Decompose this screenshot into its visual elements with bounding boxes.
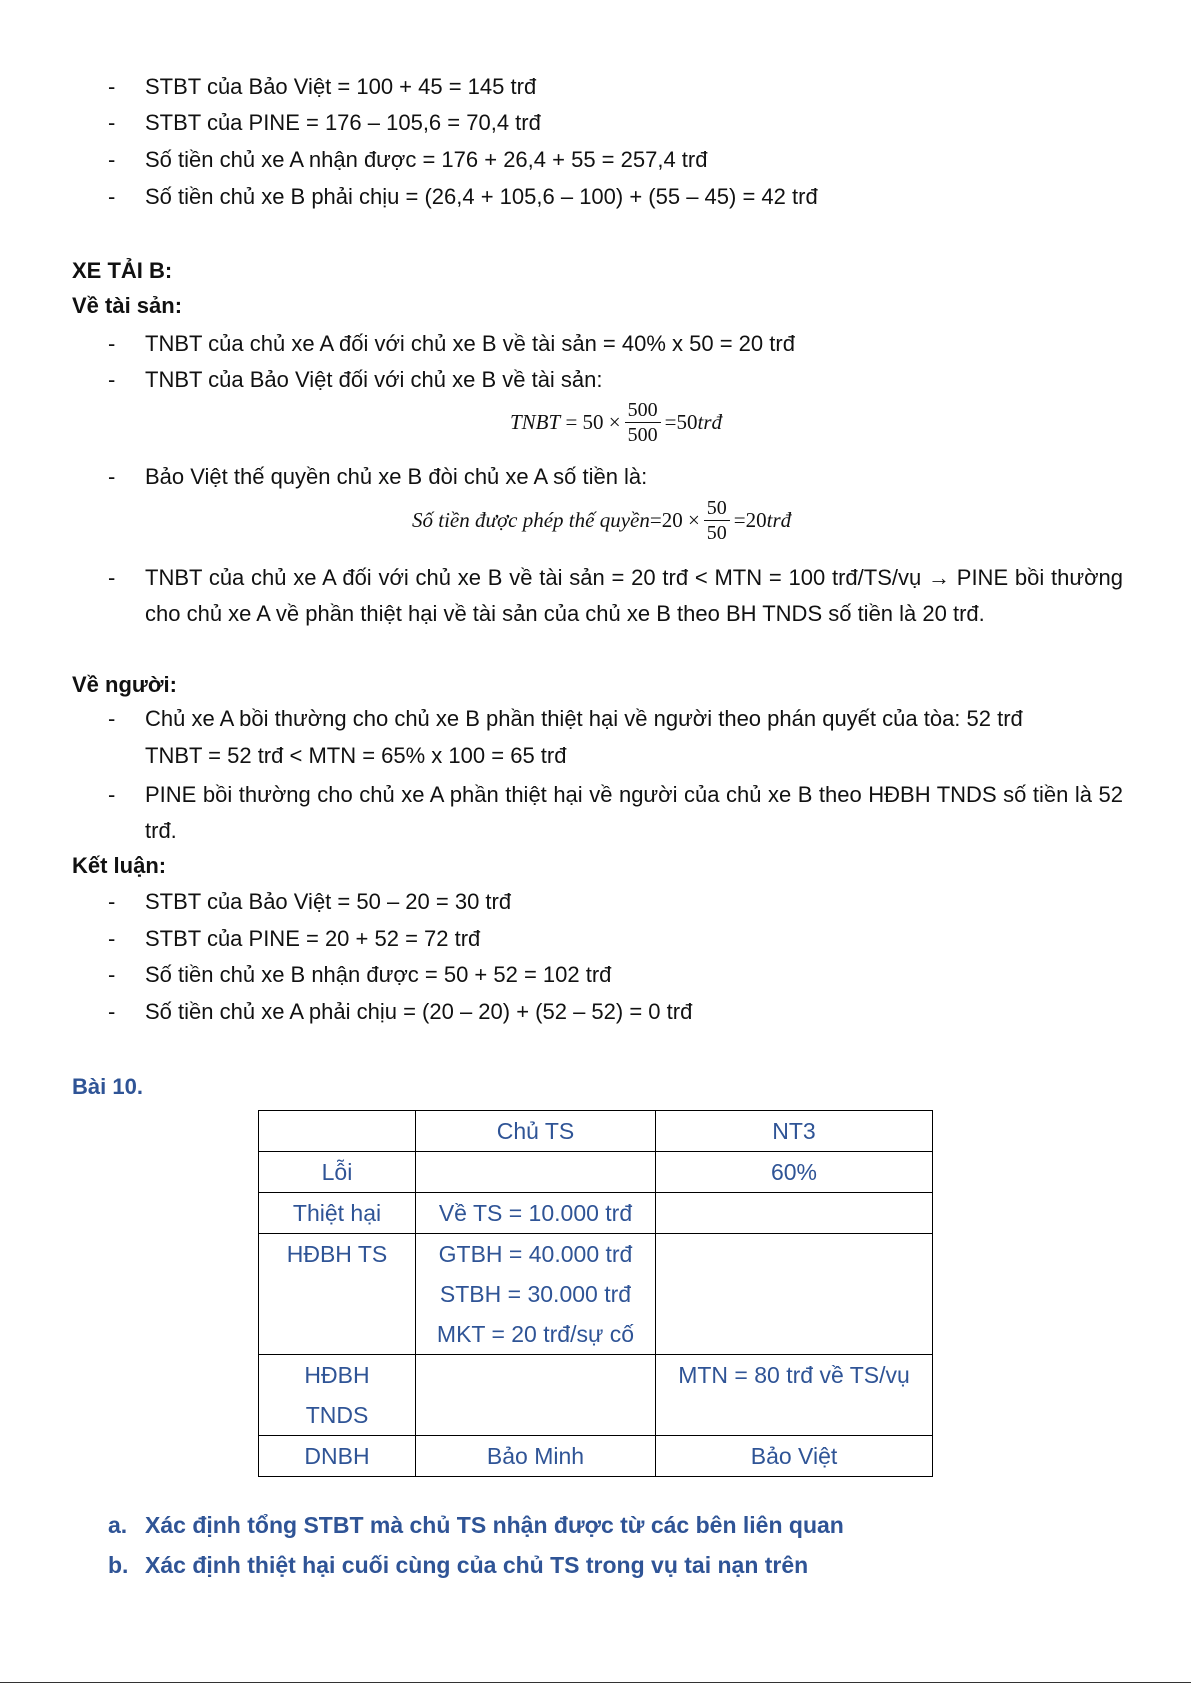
- bullet-dash: -: [108, 782, 116, 807]
- question-text: Xác định thiệt hại cuối cùng của chủ TS trong vụ tai nạn trên: [145, 1552, 809, 1578]
- table-row-header: [259, 1111, 933, 1152]
- bullet-dash: -: [108, 962, 116, 987]
- table-row-property-insurance: [259, 1234, 933, 1355]
- exercise-table: [258, 1110, 933, 1477]
- table-row-liability-insurance: [259, 1355, 933, 1436]
- exercise-title: Bài 10.: [72, 1074, 143, 1099]
- heading-people: Về người:: [72, 672, 177, 697]
- formula-lhs: TNBT: [510, 410, 561, 434]
- list-item: [108, 777, 1123, 849]
- list-item-text: PINE bồi thường cho chủ xe A phần thiệt hại về người của chủ xe B theo HĐBH TNDS số tiền là 52 trđ.: [145, 782, 1123, 843]
- bullet-dash: -: [108, 331, 116, 356]
- bullet-dash: -: [108, 184, 116, 209]
- list-item-text: STBT của PINE = 176 – 105,6 = 70,4 trđ: [145, 110, 541, 135]
- list-item-text: Chủ xe A bồi thường cho chủ xe B phần thiệt hại về người theo phán quyết của tòa: 52 trđ: [145, 706, 1023, 731]
- bullet-dash: -: [108, 110, 116, 135]
- formula-result: 50: [676, 410, 698, 434]
- list-item-text: Số tiền chủ xe B phải chịu = (26,4 + 105,6 – 100) + (55 – 45) = 42 trđ: [145, 184, 818, 209]
- formula-unit: trđ: [697, 410, 722, 434]
- table-cell: Bảo Minh: [416, 1436, 656, 1477]
- table-cell: [656, 1234, 933, 1355]
- fraction: [704, 496, 730, 545]
- table-cell: MTN = 80 trđ về TS/vụ: [656, 1355, 933, 1436]
- table-cell: [656, 1193, 933, 1234]
- list-item-text: Bảo Việt thế quyền chủ xe B đòi chủ xe A số tiền là:: [145, 464, 648, 489]
- bullet-dash: -: [108, 706, 116, 731]
- question-text: Xác định tổng STBT mà chủ TS nhận được từ các bên liên quan: [145, 1512, 844, 1538]
- table-row-fault: [259, 1152, 933, 1193]
- table-cell: [416, 1355, 656, 1436]
- formula-coef: 50: [582, 410, 604, 434]
- list-item-text: Số tiền chủ xe A phải chịu = (20 – 20) + (52 – 52) = 0 trđ: [145, 999, 693, 1024]
- table-row-label: [259, 1355, 416, 1436]
- formula-lhs: Số tiền được phép thế quyền: [412, 508, 650, 532]
- formula-coef: 20: [661, 508, 683, 532]
- footer-divider: [0, 1682, 1191, 1683]
- cell-line: MKT = 20 trđ/sự cố: [436, 1321, 635, 1347]
- table-cell: [259, 1111, 416, 1152]
- bullet-dash: -: [108, 926, 116, 951]
- question-label: b.: [108, 1552, 129, 1578]
- table-cell: [416, 1152, 656, 1193]
- bullet-dash: -: [108, 367, 116, 392]
- bullet-dash: -: [108, 74, 116, 99]
- table-header-third-party: NT3: [656, 1111, 933, 1152]
- fraction-numerator: 500: [625, 398, 661, 423]
- cell-line: TNDS: [305, 1402, 369, 1428]
- cell-line: HĐBH: [304, 1362, 370, 1388]
- table-cell: [416, 1234, 656, 1355]
- heading-assets: Về tài sản:: [72, 293, 183, 318]
- fraction: [625, 398, 661, 447]
- fraction-denominator: 500: [627, 424, 658, 446]
- table-header-owner: Chủ TS: [416, 1111, 656, 1152]
- formula-subrogation: Số tiền được phép thế quyền = 20 × $\frac{50}{50}$ = 20 trđ: [412, 497, 792, 544]
- times-sign: ×: [687, 508, 700, 532]
- question-label: a.: [108, 1512, 128, 1538]
- table-row-insurer: [259, 1436, 933, 1477]
- table-row-damage: [259, 1193, 933, 1234]
- cell-line: GTBH = 40.000 trđ: [438, 1241, 633, 1267]
- table-cell: Về TS = 10.000 trđ: [416, 1193, 656, 1234]
- fraction-numerator: 50: [704, 496, 730, 521]
- list-item: [108, 560, 1123, 632]
- list-item-continuation: TNBT = 52 trđ < MTN = 65% x 100 = 65 trđ: [145, 743, 567, 768]
- table-row-label: DNBH: [259, 1436, 416, 1477]
- list-item-text: Số tiền chủ xe A nhận được = 176 + 26,4 + 55 = 257,4 trđ: [145, 147, 708, 172]
- table-row-label: HĐBH TS: [259, 1234, 416, 1355]
- bullet-dash: -: [108, 999, 116, 1024]
- list-item-text: STBT của Bảo Việt = 100 + 45 = 145 trđ: [145, 74, 537, 99]
- table-cell: 60%: [656, 1152, 933, 1193]
- times-sign: ×: [608, 410, 621, 434]
- list-item-text: STBT của PINE = 20 + 52 = 72 trđ: [145, 926, 481, 951]
- fraction-denominator: 50: [706, 522, 727, 544]
- bullet-dash: -: [108, 147, 116, 172]
- bullet-dash: -: [108, 889, 116, 914]
- list-item-text: STBT của Bảo Việt = 50 – 20 = 30 trđ: [145, 889, 512, 914]
- list-item-text: TNBT của chủ xe A đối với chủ xe B về tài sản = 40% x 50 = 20 trđ: [145, 331, 795, 356]
- list-item-text: TNBT của Bảo Việt đối với chủ xe B về tài sản:: [145, 367, 603, 392]
- table-row-label: Lỗi: [259, 1152, 416, 1193]
- formula-result: 20: [745, 508, 767, 532]
- table-row-label: Thiệt hại: [259, 1193, 416, 1234]
- table-cell: Bảo Việt: [656, 1436, 933, 1477]
- heading-conclusion: Kết luận:: [72, 853, 167, 878]
- section-title-truck-b: XE TẢI B:: [72, 258, 173, 283]
- bullet-dash: -: [108, 464, 116, 489]
- list-item-text: Số tiền chủ xe B nhận được = 50 + 52 = 102 trđ: [145, 962, 612, 987]
- list-item-text: TNBT của chủ xe A đối với chủ xe B về tài sản = 20 trđ < MTN = 100 trđ/TS/vụ → PINE bồi thường cho chủ xe A về phần thiệt hại về tài sản của chủ xe B theo BH TNDS số tiền là 20 trđ.: [145, 565, 1123, 626]
- bullet-dash: -: [108, 565, 116, 590]
- formula-unit: trđ: [766, 508, 792, 532]
- formula-tnbt: TNBT = 50 × $\frac{500}{500}$ = 50 trđ: [510, 399, 722, 446]
- cell-line: STBH = 30.000 trđ: [439, 1281, 632, 1307]
